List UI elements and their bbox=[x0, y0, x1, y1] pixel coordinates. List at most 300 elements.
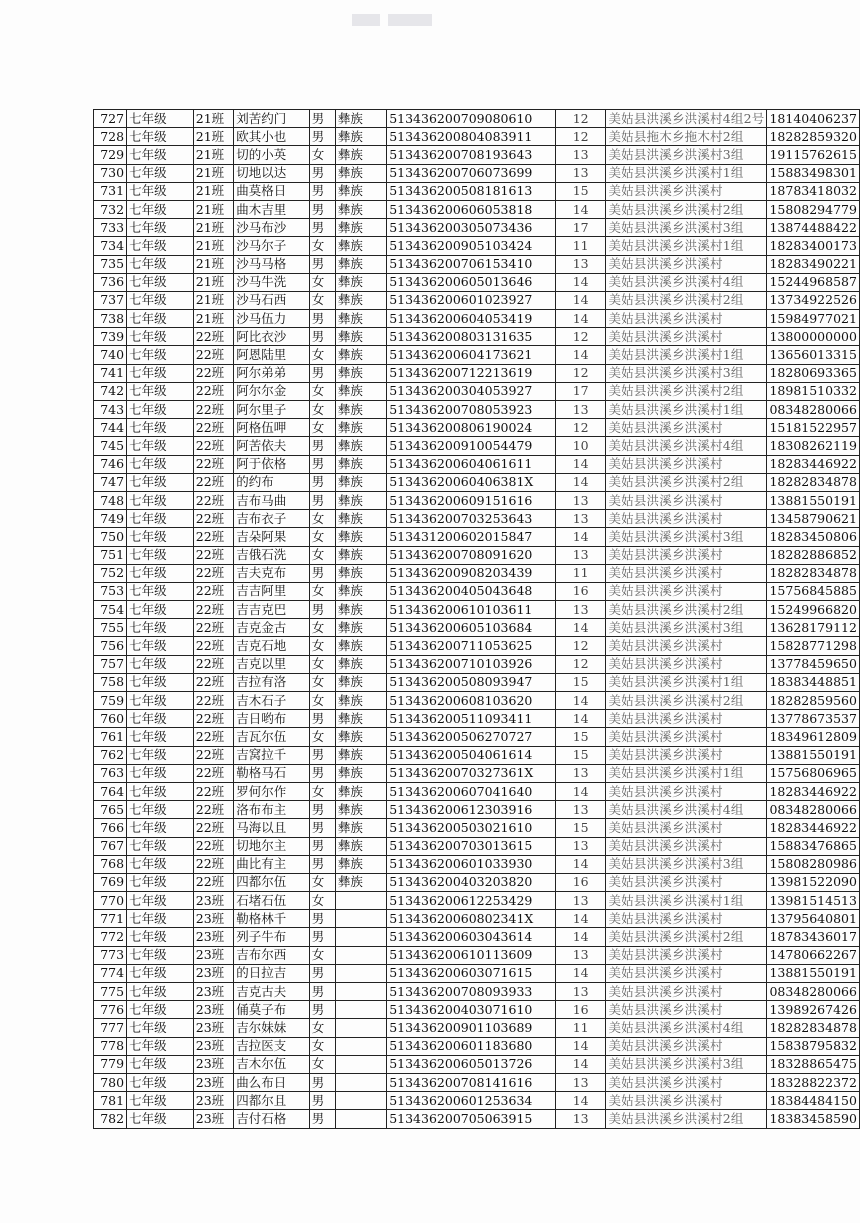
address-cell: 美姑县洪溪乡洪溪村3组 bbox=[606, 364, 767, 382]
address-cell: 美姑县洪溪乡洪溪村 bbox=[606, 1001, 767, 1019]
student-name: 四都尔且 bbox=[234, 1092, 310, 1110]
grade-cell: 七年级 bbox=[127, 110, 194, 128]
student-name: 吉朵阿果 bbox=[234, 528, 310, 546]
row-number: 732 bbox=[94, 200, 127, 218]
age-cell: 14 bbox=[555, 928, 606, 946]
class-cell: 21班 bbox=[193, 110, 233, 128]
phone-cell: 18283450806 bbox=[767, 528, 860, 546]
grade-cell: 七年级 bbox=[127, 401, 194, 419]
ethnicity-cell: 彝族 bbox=[335, 710, 386, 728]
grade-cell: 七年级 bbox=[127, 1037, 194, 1055]
student-name: 切地以达 bbox=[234, 164, 310, 182]
id-number-cell: 513436200803131635 bbox=[387, 328, 556, 346]
address-cell: 美姑县洪溪乡洪溪村1组 bbox=[606, 164, 767, 182]
id-number-cell: 513436200711053625 bbox=[387, 637, 556, 655]
gender-cell: 女 bbox=[309, 728, 335, 746]
grade-cell: 七年级 bbox=[127, 564, 194, 582]
id-number-cell: 513436200601253634 bbox=[387, 1092, 556, 1110]
ethnicity-cell: 彝族 bbox=[335, 291, 386, 309]
age-cell: 15 bbox=[555, 819, 606, 837]
id-number-cell: 513436200610113609 bbox=[387, 946, 556, 964]
gender-cell: 男 bbox=[309, 1001, 335, 1019]
class-cell: 22班 bbox=[193, 419, 233, 437]
faint-header-mark bbox=[352, 14, 472, 34]
class-cell: 23班 bbox=[193, 892, 233, 910]
phone-cell: 18383448851 bbox=[767, 673, 860, 691]
age-cell: 13 bbox=[555, 764, 606, 782]
class-cell: 23班 bbox=[193, 1110, 233, 1128]
grade-cell: 七年级 bbox=[127, 764, 194, 782]
gender-cell: 女 bbox=[309, 1037, 335, 1055]
age-cell: 15 bbox=[555, 746, 606, 764]
class-cell: 22班 bbox=[193, 619, 233, 637]
age-cell: 13 bbox=[555, 546, 606, 564]
gender-cell: 男 bbox=[309, 491, 335, 509]
student-name: 阿恩陆里 bbox=[234, 346, 310, 364]
phone-cell: 18328822372 bbox=[767, 1073, 860, 1091]
age-cell: 11 bbox=[555, 237, 606, 255]
table-row bbox=[94, 437, 860, 455]
table-row bbox=[94, 873, 860, 891]
row-number: 745 bbox=[94, 437, 127, 455]
ethnicity-cell: 彝族 bbox=[335, 564, 386, 582]
row-number: 763 bbox=[94, 764, 127, 782]
age-cell: 13 bbox=[555, 401, 606, 419]
row-number: 756 bbox=[94, 637, 127, 655]
row-number: 767 bbox=[94, 837, 127, 855]
id-number-cell: 513436200610103611 bbox=[387, 601, 556, 619]
phone-cell: 13656013315 bbox=[767, 346, 860, 364]
table-row bbox=[94, 582, 860, 600]
roster-body bbox=[94, 110, 860, 1129]
id-number-cell: 513436200304053927 bbox=[387, 382, 556, 400]
ethnicity-cell: 彝族 bbox=[335, 273, 386, 291]
grade-cell: 七年级 bbox=[127, 601, 194, 619]
gender-cell: 男 bbox=[309, 837, 335, 855]
id-number-cell: 513436200305073436 bbox=[387, 219, 556, 237]
class-cell: 23班 bbox=[193, 983, 233, 1001]
id-number-cell: 513436200703013615 bbox=[387, 837, 556, 855]
address-cell: 美姑县洪溪乡洪溪村 bbox=[606, 1073, 767, 1091]
ethnicity-cell: 彝族 bbox=[335, 237, 386, 255]
row-number: 758 bbox=[94, 673, 127, 691]
id-number-cell: 513436200604061611 bbox=[387, 455, 556, 473]
gender-cell: 男 bbox=[309, 564, 335, 582]
class-cell: 22班 bbox=[193, 710, 233, 728]
class-cell: 22班 bbox=[193, 801, 233, 819]
grade-cell: 七年级 bbox=[127, 382, 194, 400]
ethnicity-cell bbox=[335, 964, 386, 982]
gender-cell: 男 bbox=[309, 200, 335, 218]
student-name: 洛布布主 bbox=[234, 801, 310, 819]
student-name: 吉克古夫 bbox=[234, 983, 310, 1001]
address-cell: 美姑县洪溪乡洪溪村 bbox=[606, 455, 767, 473]
age-cell: 12 bbox=[555, 128, 606, 146]
student-name: 曲莫格日 bbox=[234, 182, 310, 200]
address-cell: 美姑县洪溪乡洪溪村 bbox=[606, 964, 767, 982]
ethnicity-cell bbox=[335, 1019, 386, 1037]
gender-cell: 男 bbox=[309, 910, 335, 928]
age-cell: 13 bbox=[555, 491, 606, 509]
grade-cell: 七年级 bbox=[127, 928, 194, 946]
phone-cell: 18280693365 bbox=[767, 364, 860, 382]
grade-cell: 七年级 bbox=[127, 873, 194, 891]
address-cell: 美姑县洪溪乡洪溪村4组 bbox=[606, 801, 767, 819]
phone-cell: 13800000000 bbox=[767, 328, 860, 346]
ethnicity-cell: 彝族 bbox=[335, 164, 386, 182]
phone-cell: 15756806965 bbox=[767, 764, 860, 782]
class-cell: 22班 bbox=[193, 837, 233, 855]
age-cell: 16 bbox=[555, 582, 606, 600]
ethnicity-cell bbox=[335, 1092, 386, 1110]
ethnicity-cell: 彝族 bbox=[335, 728, 386, 746]
row-number: 752 bbox=[94, 564, 127, 582]
address-cell: 美姑县洪溪乡洪溪村 bbox=[606, 582, 767, 600]
student-name: 阿格伍呷 bbox=[234, 419, 310, 437]
row-number: 771 bbox=[94, 910, 127, 928]
age-cell: 13 bbox=[555, 946, 606, 964]
grade-cell: 七年级 bbox=[127, 655, 194, 673]
table-row bbox=[94, 1001, 860, 1019]
class-cell: 22班 bbox=[193, 328, 233, 346]
age-cell: 14 bbox=[555, 528, 606, 546]
table-row bbox=[94, 855, 860, 873]
table-row bbox=[94, 819, 860, 837]
grade-cell: 七年级 bbox=[127, 946, 194, 964]
row-number: 776 bbox=[94, 1001, 127, 1019]
class-cell: 22班 bbox=[193, 692, 233, 710]
grade-cell: 七年级 bbox=[127, 491, 194, 509]
gender-cell: 男 bbox=[309, 819, 335, 837]
gender-cell: 男 bbox=[309, 746, 335, 764]
class-cell: 22班 bbox=[193, 764, 233, 782]
class-cell: 22班 bbox=[193, 546, 233, 564]
gender-cell: 女 bbox=[309, 291, 335, 309]
id-number-cell: 51343620060802341X bbox=[387, 910, 556, 928]
address-cell: 美姑县洪溪乡洪溪村 bbox=[606, 491, 767, 509]
row-number: 775 bbox=[94, 983, 127, 1001]
phone-cell: 15838795832 bbox=[767, 1037, 860, 1055]
address-cell: 美姑县洪溪乡洪溪村1组 bbox=[606, 892, 767, 910]
id-number-cell: 513431200602015847 bbox=[387, 528, 556, 546]
gender-cell: 男 bbox=[309, 364, 335, 382]
table-row bbox=[94, 328, 860, 346]
student-name: 的约布 bbox=[234, 473, 310, 491]
ethnicity-cell: 彝族 bbox=[335, 346, 386, 364]
id-number-cell: 513436200608103620 bbox=[387, 692, 556, 710]
phone-cell: 18283446922 bbox=[767, 455, 860, 473]
row-number: 781 bbox=[94, 1092, 127, 1110]
address-cell: 美姑县洪溪乡洪溪村 bbox=[606, 1037, 767, 1055]
age-cell: 13 bbox=[555, 837, 606, 855]
grade-cell: 七年级 bbox=[127, 1019, 194, 1037]
class-cell: 21班 bbox=[193, 146, 233, 164]
student-name: 切的小英 bbox=[234, 146, 310, 164]
gender-cell: 女 bbox=[309, 382, 335, 400]
gender-cell: 男 bbox=[309, 801, 335, 819]
id-number-cell: 513436200708091620 bbox=[387, 546, 556, 564]
table-row bbox=[94, 728, 860, 746]
class-cell: 23班 bbox=[193, 928, 233, 946]
id-number-cell: 513436200504061614 bbox=[387, 746, 556, 764]
row-number: 737 bbox=[94, 291, 127, 309]
phone-cell: 13989267426 bbox=[767, 1001, 860, 1019]
age-cell: 11 bbox=[555, 1019, 606, 1037]
student-name: 吉拉有洛 bbox=[234, 673, 310, 691]
age-cell: 14 bbox=[555, 473, 606, 491]
age-cell: 14 bbox=[555, 291, 606, 309]
age-cell: 14 bbox=[555, 782, 606, 800]
phone-cell: 18283490221 bbox=[767, 255, 860, 273]
gender-cell: 男 bbox=[309, 601, 335, 619]
row-number: 748 bbox=[94, 491, 127, 509]
student-name: 勒格马石 bbox=[234, 764, 310, 782]
address-cell: 美姑县洪溪乡洪溪村 bbox=[606, 510, 767, 528]
student-name: 吉尔妹妹 bbox=[234, 1019, 310, 1037]
table-row bbox=[94, 1110, 860, 1128]
gender-cell: 男 bbox=[309, 164, 335, 182]
gender-cell: 女 bbox=[309, 692, 335, 710]
age-cell: 15 bbox=[555, 182, 606, 200]
class-cell: 23班 bbox=[193, 1001, 233, 1019]
phone-cell: 13458790621 bbox=[767, 510, 860, 528]
gender-cell: 男 bbox=[309, 110, 335, 128]
gender-cell: 男 bbox=[309, 328, 335, 346]
student-name: 吉克以里 bbox=[234, 655, 310, 673]
id-number-cell: 513436200604053419 bbox=[387, 310, 556, 328]
table-row bbox=[94, 892, 860, 910]
table-row bbox=[94, 1092, 860, 1110]
gender-cell: 男 bbox=[309, 764, 335, 782]
phone-cell: 15808280986 bbox=[767, 855, 860, 873]
ethnicity-cell: 彝族 bbox=[335, 546, 386, 564]
gender-cell: 男 bbox=[309, 128, 335, 146]
student-name: 曲木吉里 bbox=[234, 200, 310, 218]
class-cell: 22班 bbox=[193, 855, 233, 873]
student-name: 沙马石西 bbox=[234, 291, 310, 309]
gender-cell: 女 bbox=[309, 237, 335, 255]
id-number-cell: 513436200403071610 bbox=[387, 1001, 556, 1019]
phone-cell: 08348280066 bbox=[767, 983, 860, 1001]
id-number-cell: 513436200607041640 bbox=[387, 782, 556, 800]
address-cell: 美姑县洪溪乡洪溪村 bbox=[606, 419, 767, 437]
phone-cell: 15249966820 bbox=[767, 601, 860, 619]
id-number-cell: 513436200605103684 bbox=[387, 619, 556, 637]
class-cell: 22班 bbox=[193, 564, 233, 582]
grade-cell: 七年级 bbox=[127, 364, 194, 382]
student-name: 列子牛布 bbox=[234, 928, 310, 946]
phone-cell: 18283446922 bbox=[767, 782, 860, 800]
age-cell: 13 bbox=[555, 146, 606, 164]
address-cell: 美姑县洪溪乡洪溪村 bbox=[606, 328, 767, 346]
id-number-cell: 513436200612303916 bbox=[387, 801, 556, 819]
ethnicity-cell: 彝族 bbox=[335, 692, 386, 710]
id-number-cell: 513436200601183680 bbox=[387, 1037, 556, 1055]
table-row bbox=[94, 219, 860, 237]
grade-cell: 七年级 bbox=[127, 419, 194, 437]
grade-cell: 七年级 bbox=[127, 837, 194, 855]
age-cell: 15 bbox=[555, 673, 606, 691]
phone-cell: 13981522090 bbox=[767, 873, 860, 891]
phone-cell: 13881550191 bbox=[767, 746, 860, 764]
id-number-cell: 513436200712213619 bbox=[387, 364, 556, 382]
age-cell: 17 bbox=[555, 219, 606, 237]
table-row bbox=[94, 273, 860, 291]
table-row bbox=[94, 637, 860, 655]
table-row bbox=[94, 491, 860, 509]
gender-cell: 男 bbox=[309, 1092, 335, 1110]
row-number: 731 bbox=[94, 182, 127, 200]
phone-cell: 13881550191 bbox=[767, 964, 860, 982]
grade-cell: 七年级 bbox=[127, 1092, 194, 1110]
address-cell: 美姑县洪溪乡洪溪村1组 bbox=[606, 764, 767, 782]
gender-cell: 男 bbox=[309, 310, 335, 328]
grade-cell: 七年级 bbox=[127, 182, 194, 200]
row-number: 765 bbox=[94, 801, 127, 819]
class-cell: 21班 bbox=[193, 291, 233, 309]
table-row bbox=[94, 655, 860, 673]
phone-cell: 18384484150 bbox=[767, 1092, 860, 1110]
id-number-cell: 513436200511093411 bbox=[387, 710, 556, 728]
phone-cell: 15883498301 bbox=[767, 164, 860, 182]
gender-cell: 女 bbox=[309, 637, 335, 655]
table-row bbox=[94, 146, 860, 164]
age-cell: 17 bbox=[555, 382, 606, 400]
gender-cell: 男 bbox=[309, 964, 335, 982]
gender-cell: 女 bbox=[309, 510, 335, 528]
phone-cell: 18308262119 bbox=[767, 437, 860, 455]
id-number-cell: 513436200508181613 bbox=[387, 182, 556, 200]
address-cell: 美姑县洪溪乡洪溪村2组 bbox=[606, 601, 767, 619]
grade-cell: 七年级 bbox=[127, 619, 194, 637]
row-number: 735 bbox=[94, 255, 127, 273]
phone-cell: 13778459650 bbox=[767, 655, 860, 673]
age-cell: 12 bbox=[555, 364, 606, 382]
gender-cell: 男 bbox=[309, 219, 335, 237]
class-cell: 21班 bbox=[193, 255, 233, 273]
student-name: 吉克金古 bbox=[234, 619, 310, 637]
phone-cell: 15244968587 bbox=[767, 273, 860, 291]
class-cell: 22班 bbox=[193, 819, 233, 837]
phone-cell: 18282859560 bbox=[767, 692, 860, 710]
phone-cell: 18783436017 bbox=[767, 928, 860, 946]
row-number: 764 bbox=[94, 782, 127, 800]
gender-cell: 女 bbox=[309, 528, 335, 546]
table-row bbox=[94, 619, 860, 637]
table-row bbox=[94, 110, 860, 128]
id-number-cell: 513436200405043648 bbox=[387, 582, 556, 600]
id-number-cell: 513436200705063915 bbox=[387, 1110, 556, 1128]
row-number: 757 bbox=[94, 655, 127, 673]
class-cell: 22班 bbox=[193, 873, 233, 891]
gender-cell: 女 bbox=[309, 546, 335, 564]
ethnicity-cell: 彝族 bbox=[335, 382, 386, 400]
grade-cell: 七年级 bbox=[127, 1055, 194, 1073]
phone-cell: 18282834878 bbox=[767, 473, 860, 491]
gender-cell: 女 bbox=[309, 1019, 335, 1037]
student-name: 沙马尔子 bbox=[234, 237, 310, 255]
student-name: 阿尔尔金 bbox=[234, 382, 310, 400]
student-name: 吉拉医支 bbox=[234, 1037, 310, 1055]
class-cell: 22班 bbox=[193, 637, 233, 655]
address-cell: 美姑县洪溪乡洪溪村3组 bbox=[606, 528, 767, 546]
student-name: 阿苦依夫 bbox=[234, 437, 310, 455]
table-row bbox=[94, 1055, 860, 1073]
age-cell: 14 bbox=[555, 310, 606, 328]
class-cell: 21班 bbox=[193, 182, 233, 200]
id-number-cell: 513436200508093947 bbox=[387, 673, 556, 691]
age-cell: 14 bbox=[555, 1092, 606, 1110]
id-number-cell: 513436200905103424 bbox=[387, 237, 556, 255]
address-cell: 美姑县洪溪乡洪溪村2组 bbox=[606, 200, 767, 218]
ethnicity-cell: 彝族 bbox=[335, 655, 386, 673]
age-cell: 12 bbox=[555, 637, 606, 655]
class-cell: 23班 bbox=[193, 946, 233, 964]
grade-cell: 七年级 bbox=[127, 964, 194, 982]
id-number-cell: 513436200908203439 bbox=[387, 564, 556, 582]
student-name: 吉瓦尔伍 bbox=[234, 728, 310, 746]
address-cell: 美姑县洪溪乡洪溪村 bbox=[606, 655, 767, 673]
id-number-cell: 513436200710103926 bbox=[387, 655, 556, 673]
phone-cell: 18282886852 bbox=[767, 546, 860, 564]
class-cell: 22班 bbox=[193, 601, 233, 619]
row-number: 727 bbox=[94, 110, 127, 128]
row-number: 744 bbox=[94, 419, 127, 437]
table-row bbox=[94, 128, 860, 146]
row-number: 728 bbox=[94, 128, 127, 146]
age-cell: 12 bbox=[555, 110, 606, 128]
ethnicity-cell: 彝族 bbox=[335, 437, 386, 455]
ethnicity-cell bbox=[335, 1110, 386, 1128]
address-cell: 美姑县洪溪乡洪溪村 bbox=[606, 182, 767, 200]
address-cell: 美姑县洪溪乡洪溪村3组 bbox=[606, 855, 767, 873]
id-number-cell: 513436200706153410 bbox=[387, 255, 556, 273]
class-cell: 23班 bbox=[193, 1037, 233, 1055]
row-number: 773 bbox=[94, 946, 127, 964]
class-cell: 22班 bbox=[193, 582, 233, 600]
grade-cell: 七年级 bbox=[127, 819, 194, 837]
address-cell: 美姑县洪溪乡洪溪村 bbox=[606, 637, 767, 655]
ethnicity-cell: 彝族 bbox=[335, 419, 386, 437]
row-number: 761 bbox=[94, 728, 127, 746]
ethnicity-cell: 彝族 bbox=[335, 601, 386, 619]
grade-cell: 七年级 bbox=[127, 128, 194, 146]
id-number-cell: 513436200603043614 bbox=[387, 928, 556, 946]
student-name: 切地尔主 bbox=[234, 837, 310, 855]
table-row bbox=[94, 837, 860, 855]
class-cell: 22班 bbox=[193, 510, 233, 528]
grade-cell: 七年级 bbox=[127, 855, 194, 873]
id-number-cell: 513436200709080610 bbox=[387, 110, 556, 128]
address-cell: 美姑县洪溪乡洪溪村 bbox=[606, 710, 767, 728]
ethnicity-cell: 彝族 bbox=[335, 328, 386, 346]
age-cell: 14 bbox=[555, 964, 606, 982]
age-cell: 14 bbox=[555, 200, 606, 218]
ethnicity-cell: 彝族 bbox=[335, 801, 386, 819]
table-row bbox=[94, 419, 860, 437]
ethnicity-cell bbox=[335, 1073, 386, 1091]
phone-cell: 13734922526 bbox=[767, 291, 860, 309]
table-row bbox=[94, 801, 860, 819]
address-cell: 美姑县洪溪乡洪溪村 bbox=[606, 837, 767, 855]
student-name: 吉布尔西 bbox=[234, 946, 310, 964]
id-number-cell: 513436200601033930 bbox=[387, 855, 556, 873]
ethnicity-cell bbox=[335, 1001, 386, 1019]
table-row bbox=[94, 255, 860, 273]
row-number: 777 bbox=[94, 1019, 127, 1037]
grade-cell: 七年级 bbox=[127, 1110, 194, 1128]
id-number-cell: 513436200901103689 bbox=[387, 1019, 556, 1037]
